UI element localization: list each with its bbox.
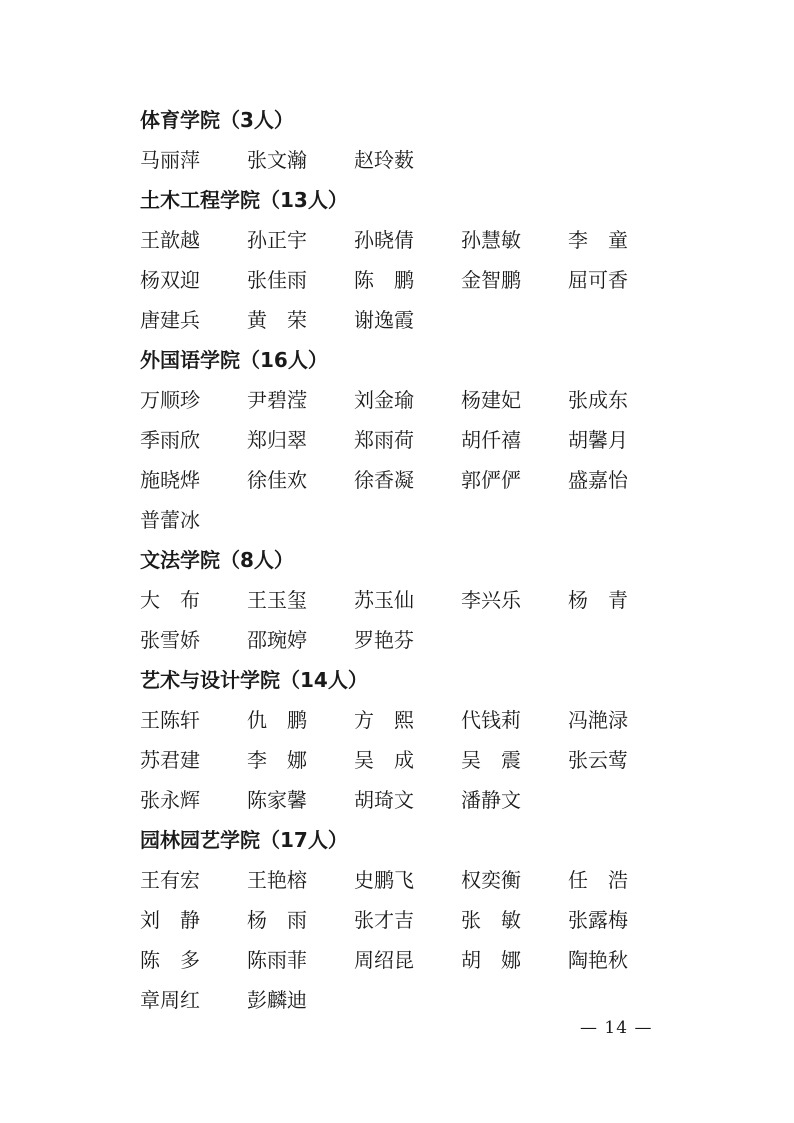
student-name: 章周红 [140, 988, 200, 1012]
college-heading [140, 100, 700, 140]
student-name: 施晓烨 [140, 468, 200, 492]
student-name: 陈家馨 [247, 788, 307, 812]
student-name: 陈多 [140, 948, 220, 972]
student-name: 王有宏 [140, 868, 200, 892]
student-name: 潘静文 [461, 788, 521, 812]
student-name: 郭俨俨 [461, 468, 521, 492]
student-name: 李娜 [247, 748, 327, 772]
student-name: 彭麟迪 [247, 988, 307, 1012]
student-name: 赵玲薮 [354, 148, 414, 172]
student-name: 罗艳芬 [354, 628, 414, 652]
student-name: 郑雨荷 [354, 428, 414, 452]
student-name: 王陈轩 [140, 708, 200, 732]
college-section [140, 180, 700, 340]
student-name: 胡琦文 [354, 788, 414, 812]
college-heading [140, 340, 700, 380]
student-name: 杨建妃 [461, 388, 521, 412]
student-name: 孙晓倩 [354, 228, 414, 252]
student-name: 孙慧敏 [461, 228, 521, 252]
student-name: 郑归翠 [247, 428, 307, 452]
student-name: 普蕾冰 [140, 508, 200, 532]
page-number: — 14 — [580, 1018, 653, 1038]
student-name: 张露梅 [568, 908, 628, 932]
college-count: （13人） [260, 188, 348, 212]
college-name: 文法学院 [140, 548, 220, 572]
student-name: 刘金瑜 [354, 388, 414, 412]
name-list [140, 380, 700, 540]
student-name: 孙正宇 [247, 228, 307, 252]
student-name: 张才吉 [354, 908, 414, 932]
student-name: 胡仟禧 [461, 428, 521, 452]
name-list [140, 860, 700, 1020]
student-name: 黄荣 [247, 308, 327, 332]
student-name: 张成东 [568, 388, 628, 412]
college-count: （8人） [220, 548, 294, 572]
student-name: 盛嘉怡 [568, 468, 628, 492]
college-name: 园林园艺学院 [140, 828, 260, 852]
college-name: 外国语学院 [140, 348, 240, 372]
document-body [140, 100, 700, 1020]
college-count: （14人） [280, 668, 368, 692]
college-heading [140, 820, 700, 860]
student-name: 任浩 [568, 868, 648, 892]
student-name: 代钱莉 [461, 708, 521, 732]
college-heading [140, 660, 700, 700]
student-name: 屈可香 [568, 268, 628, 292]
name-list [140, 700, 700, 820]
college-heading [140, 540, 700, 580]
student-name: 徐香凝 [354, 468, 414, 492]
student-name: 金智鹏 [461, 268, 521, 292]
student-name: 张永辉 [140, 788, 200, 812]
student-name: 杨双迎 [140, 268, 200, 292]
student-name: 吴成 [354, 748, 434, 772]
college-section [140, 820, 700, 1020]
student-name: 尹碧滢 [247, 388, 307, 412]
student-name: 冯滟渌 [568, 708, 628, 732]
student-name: 李童 [568, 228, 648, 252]
student-name: 张文瀚 [247, 148, 307, 172]
student-name: 陈雨菲 [247, 948, 307, 972]
student-name: 王歆越 [140, 228, 200, 252]
student-name: 徐佳欢 [247, 468, 307, 492]
student-name: 杨雨 [247, 908, 327, 932]
student-name: 权奕衡 [461, 868, 521, 892]
student-name: 仇鹏 [247, 708, 327, 732]
name-list [140, 140, 700, 180]
student-name: 邵琬婷 [247, 628, 307, 652]
college-name: 体育学院 [140, 108, 220, 132]
college-count: （3人） [220, 108, 294, 132]
student-name: 唐建兵 [140, 308, 200, 332]
student-name: 大布 [140, 588, 220, 612]
student-name: 周绍昆 [354, 948, 414, 972]
name-list [140, 220, 700, 340]
college-count: （16人） [240, 348, 328, 372]
college-section [140, 340, 700, 540]
student-name: 胡馨月 [568, 428, 628, 452]
student-name: 胡娜 [461, 948, 541, 972]
college-heading [140, 180, 700, 220]
student-name: 陶艳秋 [568, 948, 628, 972]
student-name: 张佳雨 [247, 268, 307, 292]
college-section [140, 540, 700, 660]
student-name: 张敏 [461, 908, 541, 932]
student-name: 陈鹏 [354, 268, 434, 292]
name-list [140, 580, 700, 660]
college-section [140, 100, 700, 180]
college-section [140, 660, 700, 820]
student-name: 史鹏飞 [354, 868, 414, 892]
student-name: 王玉玺 [247, 588, 307, 612]
student-name: 吴震 [461, 748, 541, 772]
student-name: 季雨欣 [140, 428, 200, 452]
student-name: 苏君建 [140, 748, 200, 772]
student-name: 马丽萍 [140, 148, 200, 172]
college-count: （17人） [260, 828, 348, 852]
student-name: 方熙 [354, 708, 434, 732]
student-name: 刘静 [140, 908, 220, 932]
college-name: 土木工程学院 [140, 188, 260, 212]
student-name: 李兴乐 [461, 588, 521, 612]
student-name: 谢逸霞 [354, 308, 414, 332]
student-name: 张云莺 [568, 748, 628, 772]
student-name: 苏玉仙 [354, 588, 414, 612]
student-name: 杨青 [568, 588, 648, 612]
student-name: 张雪娇 [140, 628, 200, 652]
student-name: 万顺珍 [140, 388, 200, 412]
college-name: 艺术与设计学院 [140, 668, 280, 692]
student-name: 王艳榕 [247, 868, 307, 892]
